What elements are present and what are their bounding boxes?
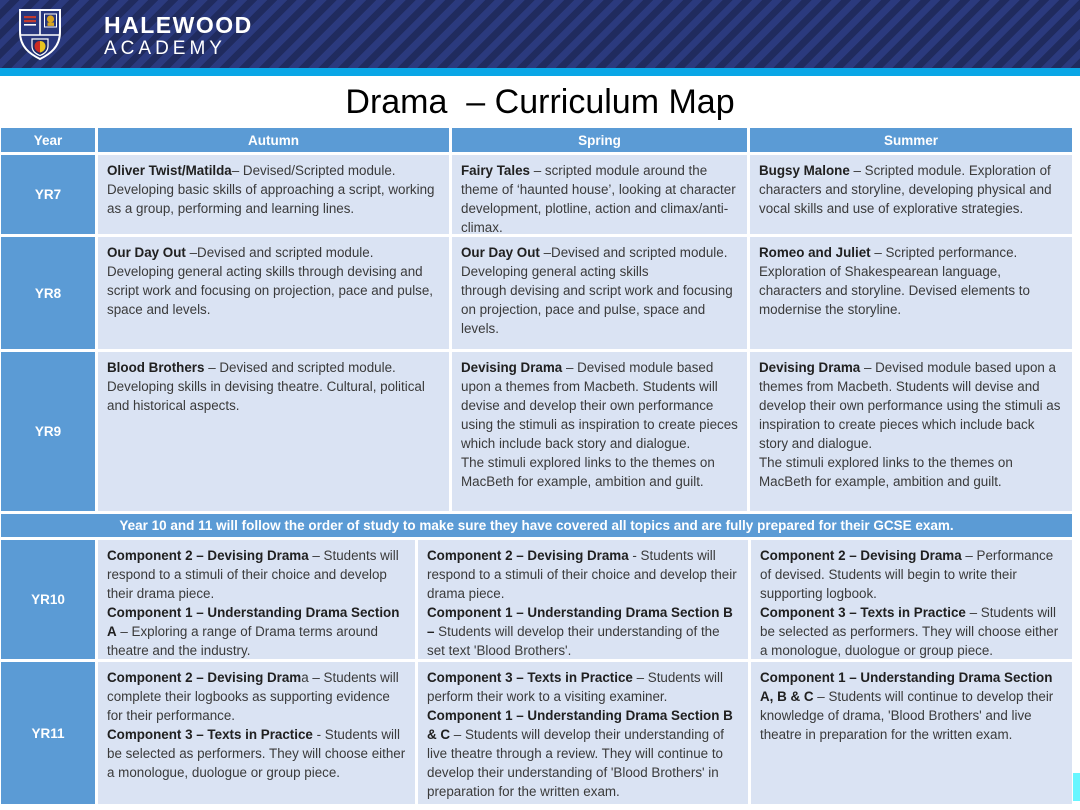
year-label-yr9: YR9 [1, 352, 95, 511]
year-label-yr11: YR11 [1, 662, 95, 804]
curriculum-table [1, 128, 1072, 804]
school-name [104, 13, 253, 61]
cell-yr11-spring: Component 3 – Texts in Practice – Students will perform their work to a visiting examiner. Component 1 – Understanding Drama Section B & C – Students will develop their understanding of live theatre through a review. They will continue to develop their understanding of 'Blood Brothers' in preparation for the written exam. [418, 662, 748, 804]
cell-yr7-autumn: Oliver Twist/Matilda– Devised/Scripted module. Developing basic skills of approaching a script, working as a group, performing and learning lines. [98, 155, 449, 234]
cell-yr9-spring: Devising Drama – Devised module based upon a themes from Macbeth. Students will devise and develop their own performance using the stimuli as inspiration to create pieces which include back story and dialogue. The stimuli explored links to the themes on MacBeth for example, ambition and guilt. [452, 352, 747, 511]
cell-yr8-summer: Romeo and Juliet – Scripted performance. Exploration of Shakespearean language, characters and storyline. Devised elements to modernise the storyline. [750, 237, 1072, 349]
school-name-line2: ACADEMY [104, 38, 226, 59]
ks4-info-banner: Year 10 and 11 will follow the order of study to make sure they have covered all topics and are fully prepared for their GCSE exam. [1, 514, 1072, 537]
cell-yr11-autumn: Component 2 – Devising Drama – Students will complete their logbooks as supporting evidence for their performance. Component 3 – Texts in Practice - Students will be selected as performers. They will choose either a monologue, duologue or group piece. [98, 662, 415, 804]
column-header-spring: Spring [452, 128, 747, 152]
school-crest-logo [17, 8, 63, 61]
ks3-table [1, 128, 1072, 511]
column-header-summer: Summer [750, 128, 1072, 152]
header-accent-stripe [0, 68, 1080, 76]
cell-yr10-summer: Component 2 – Devising Drama – Performance of devised. Students will begin to write their supporting logbook. Component 3 – Texts in Practice – Students will be selected as performers. They will choose either a monologue, duologue or group piece. [751, 540, 1072, 659]
school-header-band [0, 0, 1080, 68]
cell-yr10-autumn: Component 2 – Devising Drama – Students will respond to a stimuli of their choice and develop their drama piece. Component 1 – Understanding Drama Section A – Exploring a range of Drama terms around theatre and the industry. [98, 540, 415, 659]
slide-edge-accent [1073, 773, 1080, 801]
ks4-table [1, 540, 1072, 804]
cell-yr9-summer: Devising Drama – Devised module based upon a themes from Macbeth. Students will devise and develop their own performance using the stimuli as inspiration to create pieces which include back story and dialogue. The stimuli explored links to the themes on MacBeth for example, ambition and guilt. [750, 352, 1072, 511]
cell-yr8-spring: Our Day Out –Devised and scripted module. Developing general acting skills through devising and script work and focusing on projection, pace and pulse, space and levels. [452, 237, 747, 349]
page-title: Drama – Curriculum Map [345, 82, 735, 121]
cell-yr8-autumn: Our Day Out –Devised and scripted module. Developing general acting skills through devising and script work and focusing on projection, pace and pulse, space and levels. [98, 237, 449, 349]
cell-yr9-autumn: Blood Brothers – Devised and scripted module. Developing skills in devising theatre. Cultural, political and historical aspects. [98, 352, 449, 511]
year-label-yr8: YR8 [1, 237, 95, 349]
cell-yr10-spring: Component 2 – Devising Drama - Students will respond to a stimuli of their choice and develop their drama piece. Component 1 – Understanding Drama Section B – Students will develop their understanding of the set text 'Blood Brothers'. [418, 540, 748, 659]
column-header-autumn: Autumn [98, 128, 449, 152]
title-area [0, 76, 1080, 128]
year-label-yr7: YR7 [1, 155, 95, 234]
cell-yr11-summer: Component 1 – Understanding Drama Section A, B & C – Students will continue to develop their knowledge of drama, 'Blood Brothers' and live theatre in preparation for the written exam. [751, 662, 1072, 804]
school-name-line1: HALEWOOD [104, 12, 253, 38]
year-label-yr10: YR10 [1, 540, 95, 659]
cell-yr7-summer: Bugsy Malone – Scripted module. Exploration of characters and storyline, developing physical and vocal skills and use of explorative strategies. [750, 155, 1072, 234]
column-header-year: Year [1, 128, 95, 152]
cell-yr7-spring: Fairy Tales – scripted module around the theme of ‘haunted house’, looking at character development, plotline, action and climax/anti-climax. [452, 155, 747, 234]
